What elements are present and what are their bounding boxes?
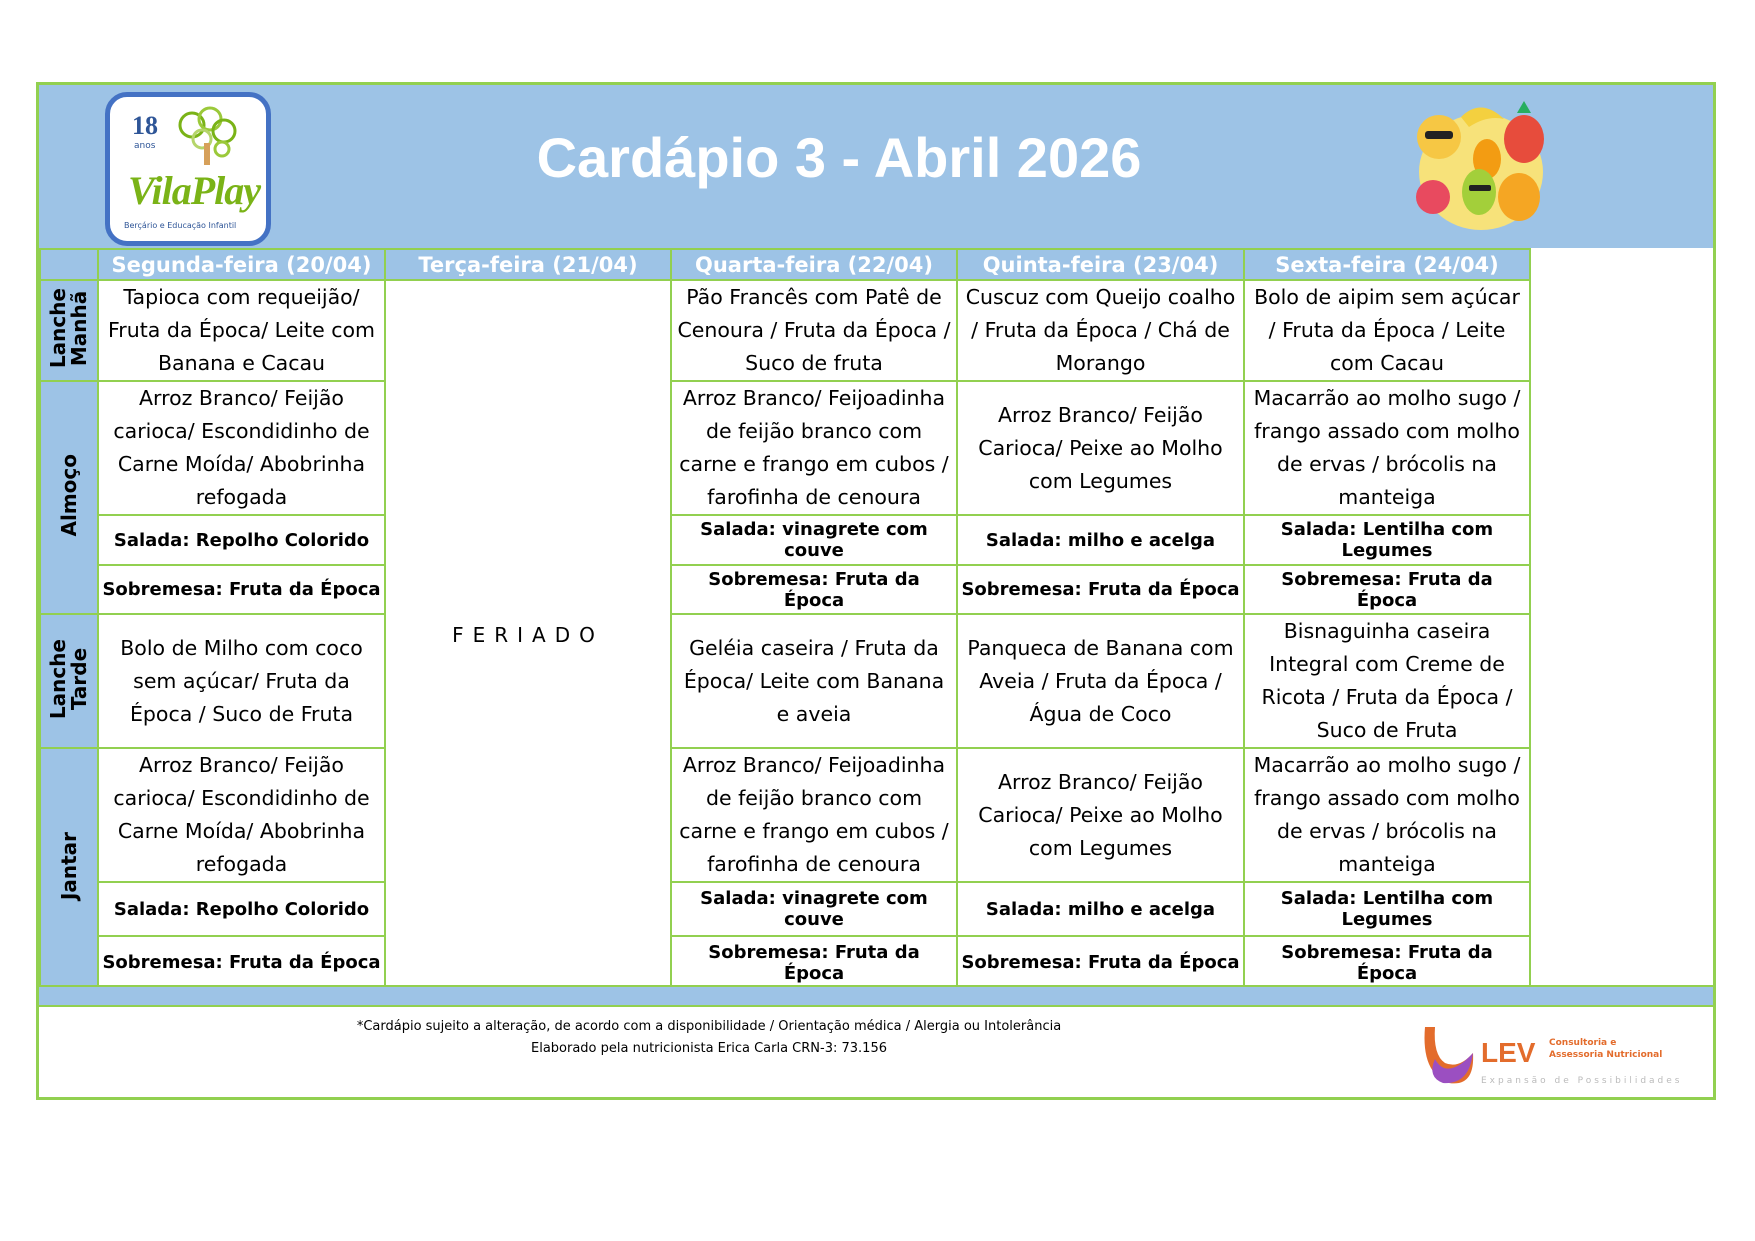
day-header-tue: Terça-feira (21/04) [385, 249, 671, 280]
tree-icon [172, 105, 242, 167]
lanche-tarde-fri: Bisnaguinha caseira Integral com Creme de Ricota / Fruta da Época / Suco de Fruta [1244, 614, 1530, 748]
row-label-lanche-tarde [40, 614, 98, 748]
almoco-thu: Arroz Branco/ Feijão Carioca/ Peixe ao Molho com Legumes [957, 381, 1244, 515]
corner-cell [40, 249, 98, 280]
lev-tagline: Expansão de Possibilidades [1481, 1076, 1683, 1086]
day-header-thu: Quinta-feira (23/04) [957, 249, 1244, 280]
jantar-sobremesa-wed: Sobremesa: Fruta da Época [671, 936, 957, 989]
page-title: Cardápio 3 - Abril 2026 [536, 126, 1142, 189]
day-header-fri: Sexta-feira (24/04) [1244, 249, 1530, 280]
row-label-jantar [40, 748, 98, 989]
lanche-tarde-thu: Panqueca de Banana com Aveia / Fruta da Época / Água de Coco [957, 614, 1244, 748]
lanche-tarde-label-1: Lanche [46, 638, 70, 720]
menu-table [39, 248, 1531, 990]
almoco-sobremesa-fri: Sobremesa: Fruta da Época [1244, 565, 1530, 614]
lanche-tarde-wed: Geléia caseira / Fruta da Época/ Leite com Banana e aveia [671, 614, 957, 748]
almoco-salada-wed: Salada: vinagrete com couve [671, 515, 957, 565]
almoco-mon: Arroz Branco/ Feijão carioca/ Escondidinho de Carne Moída/ Abobrinha refogada [98, 381, 385, 515]
lev-logo [1399, 1021, 1683, 1093]
logo-years: 18 [132, 111, 158, 140]
footer-note: *Cardápio sujeito a alteração, de acordo com a disponibilidade / Orientação médica / Alergia ou Intolerância [356, 1019, 1062, 1034]
footer-strip [39, 985, 1713, 1007]
almoco-sobremesa-wed: Sobremesa: Fruta da Época [671, 565, 957, 614]
header-banner [39, 85, 1713, 248]
row-label-lanche-manha [40, 280, 98, 381]
holiday-cell: FERIADO [385, 280, 671, 989]
fruit-characters-icon [1409, 97, 1554, 239]
lanche-tarde-label-2: Tarde [67, 647, 91, 711]
jantar-salada-wed: Salada: vinagrete com couve [671, 882, 957, 936]
lanche-manha-label-2: Manhã [67, 290, 91, 367]
almoco-wed: Arroz Branco/ Feijoadinha de feijão branco com carne e frango em cubos / farofinha de cenoura [671, 381, 957, 515]
jantar-salada-thu: Salada: milho e acelga [957, 882, 1244, 936]
lanche-manha-wed: Pão Francês com Patê de Cenoura / Fruta da Época / Suco de fruta [671, 280, 957, 381]
almoco-fri: Macarrão ao molho sugo / frango assado com molho de ervas / brócolis na manteiga [1244, 381, 1530, 515]
almoco-sobremesa-thu: Sobremesa: Fruta da Época [957, 565, 1244, 614]
lanche-manha-thu: Cuscuz com Queijo coalho / Fruta da Época / Chá de Morango [957, 280, 1244, 381]
vilaplay-logo [105, 92, 271, 246]
row-label-almoco [40, 381, 98, 614]
almoco-salada-mon: Salada: Repolho Colorido [98, 515, 385, 565]
jantar-sobremesa-mon: Sobremesa: Fruta da Época [98, 936, 385, 989]
menu-frame [36, 82, 1716, 1100]
almoco-salada-thu: Salada: milho e acelga [957, 515, 1244, 565]
jantar-salada-fri: Salada: Lentilha com Legumes [1244, 882, 1530, 936]
lanche-manha-fri: Bolo de aipim sem açúcar / Fruta da Época / Leite com Cacau [1244, 280, 1530, 381]
jantar-fri: Macarrão ao molho sugo / frango assado com molho de ervas / brócolis na manteiga [1244, 748, 1530, 882]
jantar-label: Jantar [56, 832, 81, 901]
logo-name: VilaPlay [128, 168, 260, 213]
almoco-sobremesa-mon: Sobremesa: Fruta da Época [98, 565, 385, 614]
lev-swirl-icon [1419, 1023, 1477, 1089]
jantar-sobremesa-thu: Sobremesa: Fruta da Época [957, 936, 1244, 989]
lev-name: LEV [1481, 1037, 1536, 1068]
almoco-salada-fri: Salada: Lentilha com Legumes [1244, 515, 1530, 565]
day-header-mon: Segunda-feira (20/04) [98, 249, 385, 280]
day-header-wed: Quarta-feira (22/04) [671, 249, 957, 280]
lanche-tarde-mon: Bolo de Milho com coco sem açúcar/ Fruta da Época / Suco de Fruta [98, 614, 385, 748]
footer-author: Elaborado pela nutricionista Erica Carla CRN-3: 73.156 [531, 1041, 887, 1056]
jantar-salada-mon: Salada: Repolho Colorido [98, 882, 385, 936]
logo-years-label: anos [134, 141, 156, 151]
lev-line1: Consultoria e [1549, 1038, 1617, 1048]
jantar-wed: Arroz Branco/ Feijoadinha de feijão branco com carne e frango em cubos / farofinha de cenoura [671, 748, 957, 882]
lanche-manha-label-1: Lanche [46, 288, 70, 369]
jantar-mon: Arroz Branco/ Feijão carioca/ Escondidinho de Carne Moída/ Abobrinha refogada [98, 748, 385, 882]
logo-subtitle: Berçário e Educação Infantil [124, 221, 237, 230]
jantar-sobremesa-fri: Sobremesa: Fruta da Época [1244, 936, 1530, 989]
lanche-manha-mon: Tapioca com requeijão/ Fruta da Época/ Leite com Banana e Cacau [98, 280, 385, 381]
almoco-label: Almoço [56, 454, 81, 537]
jantar-thu: Arroz Branco/ Feijão Carioca/ Peixe ao Molho com Legumes [957, 748, 1244, 882]
lev-line2: Assessoria Nutricional [1549, 1050, 1663, 1060]
